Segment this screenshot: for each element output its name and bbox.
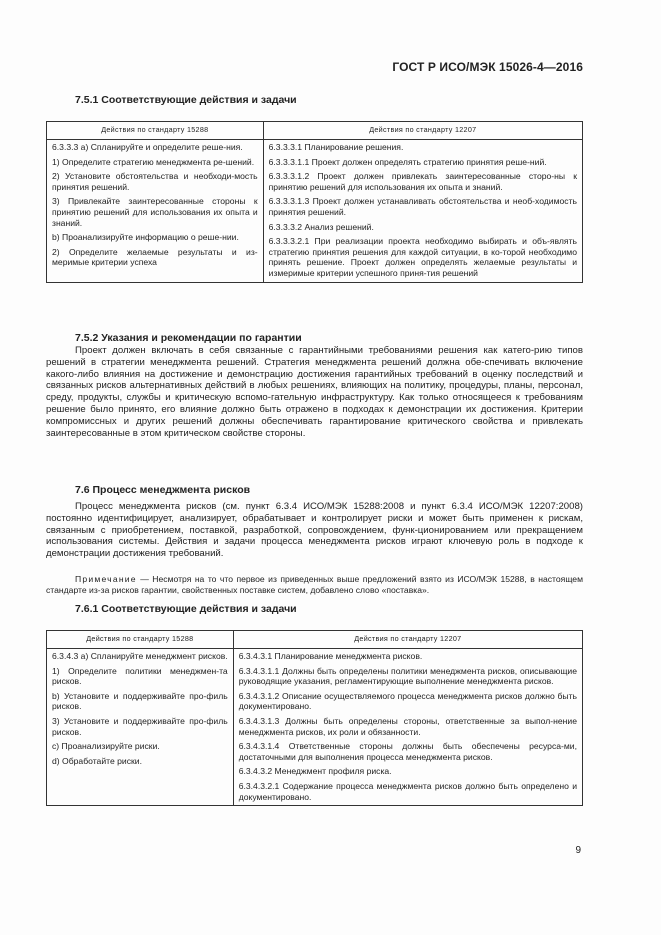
table-row — [47, 649, 583, 806]
list-item: 3) Привлекайте заинтересованные стороны к принятию решений для использования их опыта и знаний. — [52, 196, 258, 228]
section-title-7-6: 7.6 Процесс менеджмента рисков — [75, 484, 251, 496]
note-label: Примечание — [75, 574, 137, 584]
list-item: 6.3.4.3.1.3 Должны быть определены стороны, ответственные за выпол-нение менеджмента рисков, их роли и обязанности. — [238, 715, 577, 737]
list-item: 6.3.4.3.1.2 Описание осуществляемого процесса менеджмента рисков должно быть документировано. — [238, 690, 577, 712]
list-item: 3) Установите и поддерживайте про-филь рисков. — [52, 715, 228, 737]
list-item: 2) Определите желаемые результаты и из-меримые критерии успеха — [52, 246, 258, 268]
list-item: c) Проанализируйте риски. — [52, 741, 160, 752]
column-header-15288: Действия по стандарту 15288 — [47, 122, 264, 140]
list-item: 1) Определите стратегию менеджмента ре-шений. — [52, 156, 255, 167]
note-text: — Несмотря на то что первое из приведенных выше предложений взято из ИСО/МЭК 15288, в настоящем стандарте из-за рисков гарантии, свойственных поставке систем, добавлено слово «поставка». — [46, 574, 583, 595]
section-text-7-6: Процесс менеджмента рисков (см. пункт 6.3.4 ИСО/МЭК 15288:2008 и пункт 6.3.4 ИСО/МЭК 12207:2008) постоянно идентифицирует, анализирует, обрабатывает и контролирует риски и может быть применен к рискам, связанным с приобретением, поставкой, разработкой, сопровождением, функ-ционированием или прекращением использования системы. Действия и задачи процесса менеджмента рисков играют ключевую роль в подходе к демонстрации достижения требований. — [46, 501, 583, 560]
table-row — [47, 140, 583, 283]
list-item: 6.3.4.3 а) Спланируйте менеджмент рисков. — [52, 651, 228, 661]
table-header-row — [47, 122, 583, 140]
list-item: 6.3.3.3 а) Спланируйте и определите реше-ния. — [52, 142, 243, 152]
note — [46, 574, 583, 596]
list-item: d) Обработайте риски. — [52, 755, 142, 766]
list-item: 6.3.4.3.2 Менеджмент профиля риска. — [238, 766, 392, 777]
column-header-12207: Действия по стандарту 12207 — [233, 631, 582, 649]
section-title-7-6-1: 7.6.1 Соответствующие действия и задачи — [75, 603, 297, 615]
table-header-row — [47, 631, 583, 649]
table-cell-left — [47, 649, 234, 806]
list-item: 6.3.3.3.1.3 Проект должен устанавливать обстоятельства и необ-ходимость принятия решений. — [268, 196, 577, 217]
section-title-7-5-1: 7.5.1 Соответствующие действия и задачи — [75, 94, 297, 106]
activities-table-risks — [46, 630, 583, 806]
list-item: 6.3.4.3.1.4 Ответственные стороны должны быть обеспечены ресурса-ми, достаточными для выполнения процесса менеджмента рисков. — [238, 741, 577, 762]
list-item: 6.3.3.3.1 Планирование решения. — [268, 142, 404, 152]
document-id-header: ГОСТ Р ИСО/МЭК 15026-4—2016 — [392, 60, 583, 74]
section-title-7-5-2: 7.5.2 Указания и рекомендации по гарантии — [75, 332, 302, 344]
column-header-12207: Действия по стандарту 12207 — [263, 122, 582, 140]
page-number: 9 — [575, 845, 581, 856]
list-item: 6.3.4.3.1 Планирование менеджмента рисков. — [238, 651, 423, 661]
list-item: b) Проанализируйте информацию о реше-нии. — [52, 232, 239, 243]
list-item: b) Установите и поддерживайте про-филь рисков. — [52, 690, 228, 712]
list-item: 6.3.3.3.2 Анализ решений. — [268, 221, 374, 232]
table-cell-right — [263, 140, 582, 283]
section-text-7-5-2: Проект должен включать в себя связанные с гарантийными требованиями решения как катего-рию типов решений в стратегии менеджмента решений. Стратегия менеджмента решений должна обе-спечивать включение какого-либо влияния на достижение и демонстрацию достижения гарантийных требований в оценку последствий и связанных рисков альтернативных действий в любых решениях, влияющих на политику, процедуры, планы, персонал, среду, продукты, службы и критическую вспомо-гательную инфраструктуру. Как только относящееся к требованиям решение было принято, его влияние должно быть отражено в подходах к демонстрации их достижения. Критерии компромиссных и других решений должны обеспечивать гарантирование критического свойства и привлекать заинтересованные в этом критическом свойстве стороны. — [46, 345, 583, 439]
activities-table-decisions — [46, 121, 583, 283]
table-cell-right — [233, 649, 582, 806]
list-item: 1) Определите политики менеджмен-та рисков. — [52, 665, 228, 687]
column-header-15288: Действия по стандарту 15288 — [47, 631, 234, 649]
list-item: 2) Установите обстоятельства и необходи-мость принятия решений. — [52, 171, 258, 192]
list-item: 6.3.3.3.1.1 Проект должен определять стратегию принятия реше-ний. — [268, 156, 547, 167]
list-item: 6.3.4.3.2.1 Содержание процесса менеджмента рисков должно быть определено и документировано. — [238, 780, 577, 802]
list-item: 6.3.4.3.1.1 Должны быть определены политики менеджмента рисков, описывающие руководящие указания, регламентирующие выполнение менеджмента рисков. — [238, 665, 577, 687]
list-item: 6.3.3.3.2.1 При реализации проекта необходимо выбирать и объ-являть стратегию принятия решения для каждой ситуации, в ко-торой необходимо принять решение. Проект должен определять желаемые результаты и измеримые критерии успешного приня-тия решений — [268, 236, 577, 278]
list-item: 6.3.3.3.1.2 Проект должен привлекать заинтересованные сторо-ны к принятию решений для использования их опыта и знаний. — [268, 171, 577, 192]
table-cell-left — [47, 140, 264, 283]
